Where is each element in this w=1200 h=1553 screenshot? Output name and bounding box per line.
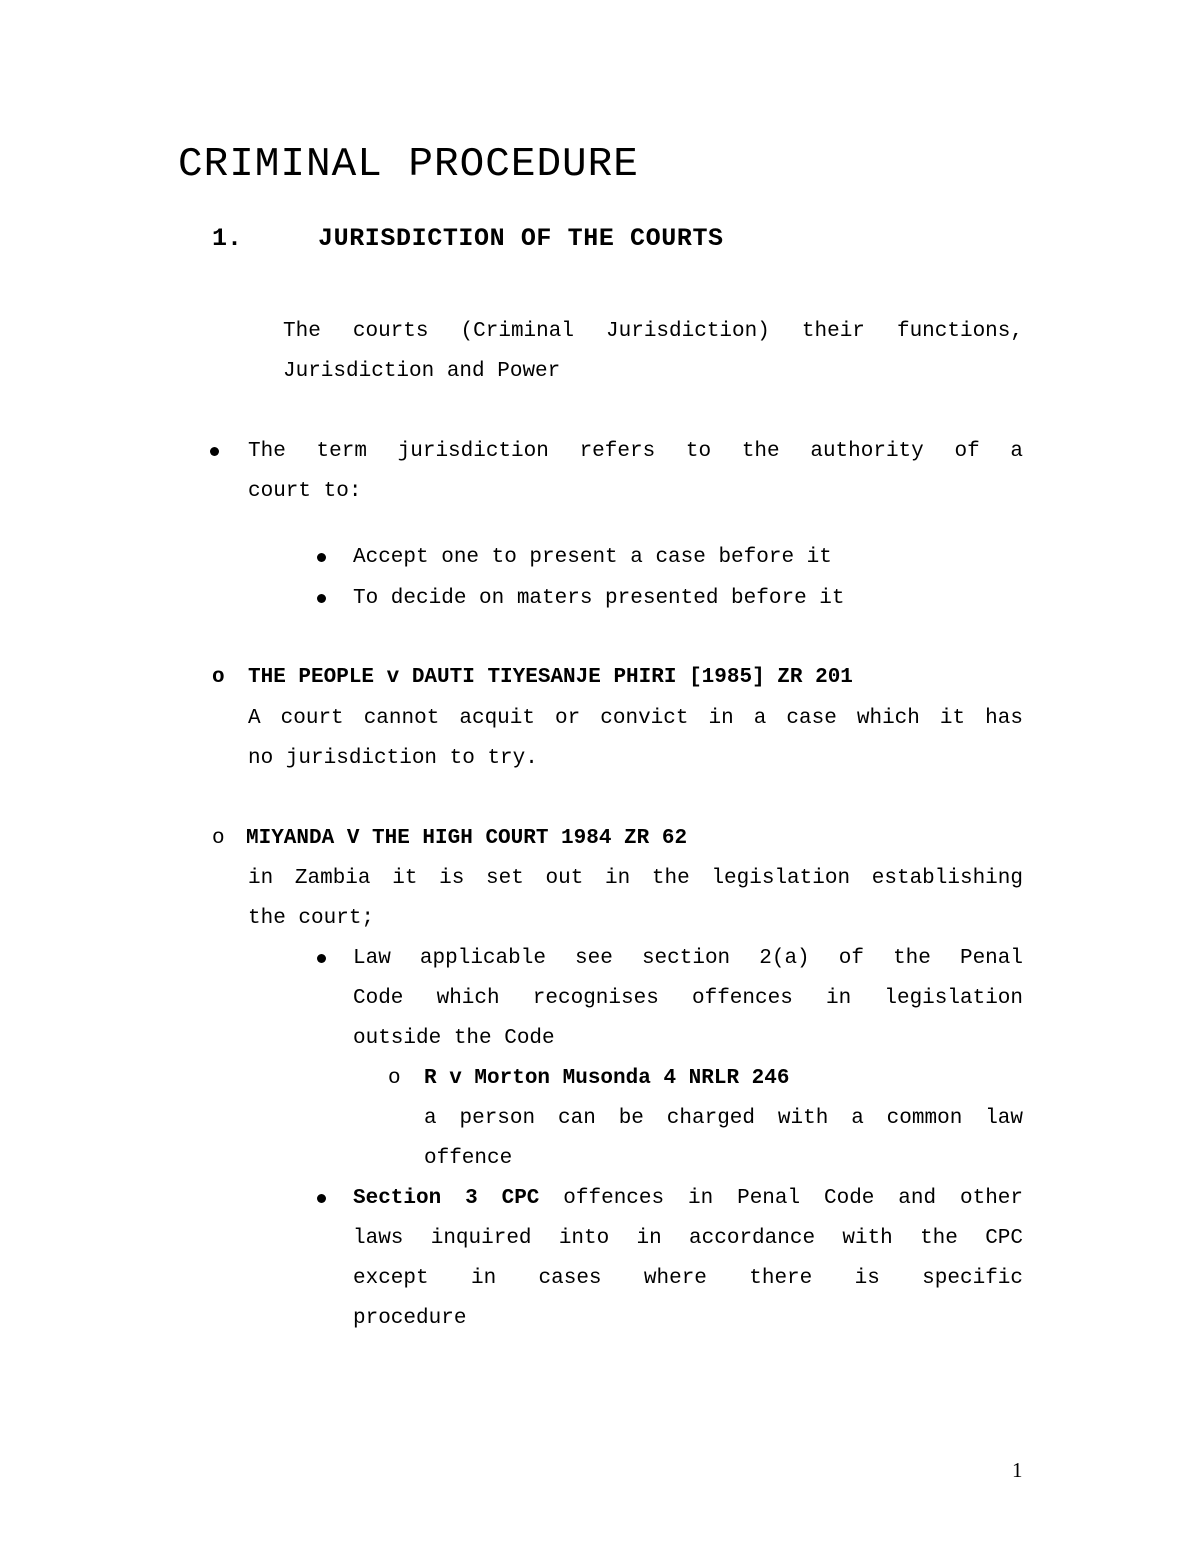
section3-line-4: procedure [353,1307,467,1330]
circle-bullet-icon: o [212,827,225,850]
page-number: 1 [1012,1458,1023,1482]
sub-case-citation: R v Morton Musonda 4 NRLR 246 [424,1067,790,1090]
bullet-icon [210,447,219,456]
case1-citation: THE PEOPLE v DAUTI TIYESANJE PHIRI [1985] ZR 201 [248,666,853,689]
section3-line-3: except in cases where there is specific [353,1267,1023,1290]
law-applicable-item [353,939,1023,1059]
bullet-icon [317,954,326,963]
section-heading: JURISDICTION OF THE COURTS [318,224,724,253]
term-line-1: The term jurisdiction refers to the authority of a [248,440,1023,463]
case1-summary [248,699,1023,779]
document-title: CRIMINAL PROCEDURE [178,142,639,188]
law-line-1: Law applicable see section 2(a) of the Penal [353,947,1023,970]
bullet-icon [317,553,326,562]
law-line-2: Code which recognises offences in legislation [353,987,1023,1010]
section3-line-1 [353,1179,1023,1219]
term-line-2: court to: [248,480,362,503]
intro-paragraph [283,312,1023,392]
section-3-item [353,1179,1023,1339]
section-number: 1. [212,224,243,253]
case1-line-2: no jurisdiction to try. [248,747,538,770]
term-definition [248,432,1023,512]
case1-line-1: A court cannot acquit or convict in a case which it has [248,707,1023,730]
circle-bullet-icon: o [212,666,225,689]
case2-citation: MIYANDA V THE HIGH COURT 1984 ZR 62 [246,827,688,850]
section3-line-2: laws inquired into in accordance with the CPC [353,1227,1023,1250]
term-item-2: To decide on maters presented before it [353,587,845,610]
intro-line-1: The courts (Criminal Jurisdiction) their functions, [283,320,1023,343]
sub-case-line-2: offence [424,1147,513,1170]
intro-line-2: Jurisdiction and Power [283,360,561,383]
section3-line-1-rest: offences in Penal Code and other [563,1187,1023,1210]
case2-summary [248,859,1023,939]
circle-bullet-icon: o [388,1067,401,1090]
section3-lead: Section 3 CPC [353,1187,540,1210]
case2-line-2: the court; [248,907,375,930]
term-item-1: Accept one to present a case before it [353,546,832,569]
sub-case-summary [424,1099,1023,1179]
case2-line-1: in Zambia it is set out in the legislation establishing [248,867,1023,890]
bullet-icon [317,1194,326,1203]
bullet-icon [317,594,326,603]
law-line-3: outside the Code [353,1027,555,1050]
sub-case-line-1: a person can be charged with a common law [424,1107,1023,1130]
